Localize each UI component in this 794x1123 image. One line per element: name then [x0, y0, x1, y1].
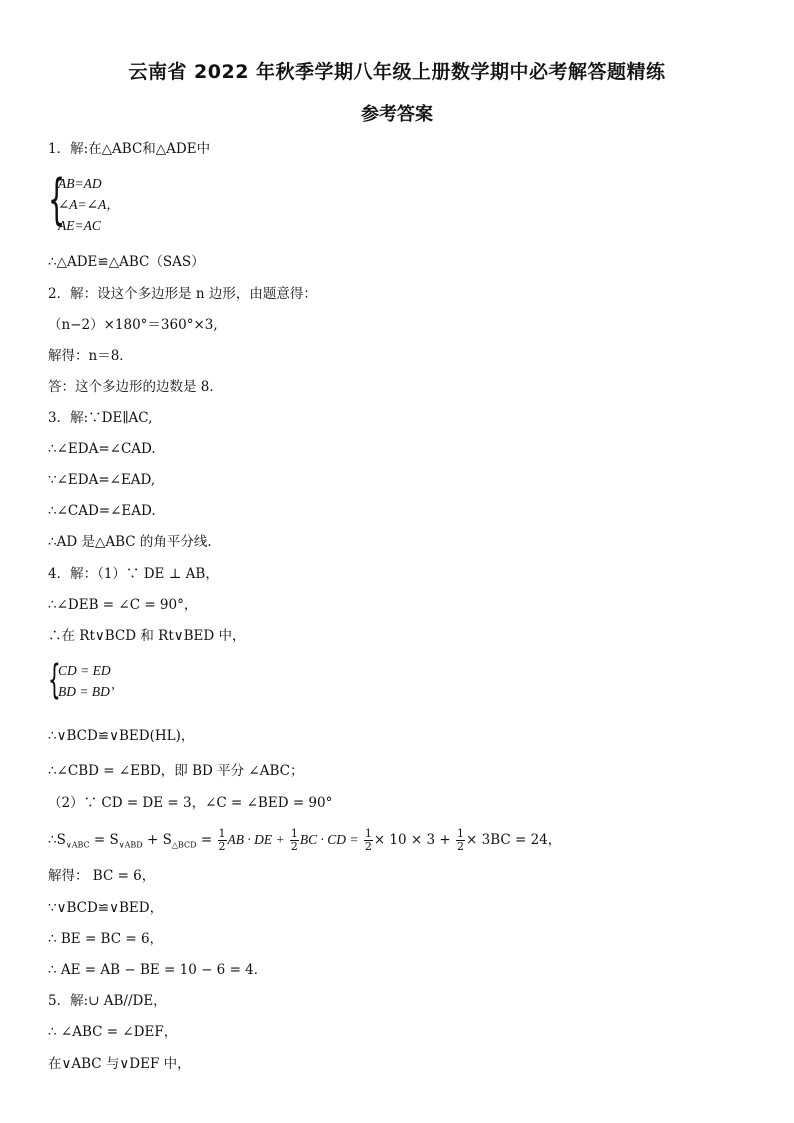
q1-system-eq-3: AE=AC	[58, 218, 101, 233]
q1-system-eq-1: AB=AD	[58, 176, 102, 191]
eq-text: AB · DE +	[227, 832, 285, 847]
q2-line-2: （n−2）×180°＝360°×3,	[48, 317, 218, 333]
q4-line-4: ∴∨BCD≌∨BED(HL)，	[48, 728, 195, 744]
eq-text: =	[196, 832, 213, 848]
q4-line-9: ∵∨BCD≌∨BED，	[48, 900, 164, 916]
q4-area-equation	[48, 825, 561, 861]
q5-line-1: 5．解:∪ AB//DE，	[48, 993, 167, 1009]
eq-text: × 10 × 3 +	[373, 832, 451, 848]
page-title: 云南省 2022 年秋季学期八年级上册数学期中必考解答题精练	[128, 61, 666, 83]
eq-subscript: ∨ABD	[118, 840, 143, 850]
q4-line-10: ∴ BE = BC = 6，	[48, 931, 164, 947]
q3-line-1: 3．解:∵DE∥AC,	[48, 410, 153, 426]
eq-text: ∴S	[48, 832, 66, 848]
fraction-half: $\frac{1}{2}$	[457, 827, 464, 853]
eq-text: BC · CD =	[299, 832, 359, 847]
eq-subscript: ∨ABC	[65, 840, 90, 850]
q4-line-3: ∴在 Rt∨BCD 和 Rt∨BED 中，	[48, 628, 246, 644]
q2-line-1: 2．解：设这个多边形是 n 边形，由题意得：	[48, 286, 317, 302]
q4-line-11: ∴ AE = AB − BE = 10 − 6 = 4．	[48, 962, 268, 978]
q3-line-2: ∴∠EDA=∠CAD.	[48, 441, 156, 457]
eq-text: = S	[89, 832, 119, 848]
system-brace: {	[48, 657, 61, 703]
eq-subscript: △BCD	[171, 840, 197, 850]
q4-line-6: （2）∵ CD = DE = 3，∠C = ∠BED = 90°	[48, 795, 333, 811]
q1-line-1: 1．解:在△ABC和△ADE中	[48, 141, 211, 157]
system-brace: {	[48, 168, 66, 231]
q3-line-5: ∴AD 是△ABC 的角平分线.	[48, 534, 212, 550]
q4-line-5: ∴∠CBD = ∠EBD，即 BD 平分 ∠ABC；	[48, 763, 304, 779]
q2-line-3: 解得：n＝8．	[48, 348, 133, 364]
eq-text: + S	[142, 832, 172, 848]
q4-system-eq-2: BD = BD’	[58, 684, 115, 699]
q4-line-2: ∴∠DEB = ∠C = 90°，	[48, 597, 198, 613]
eq-text: × 3BC = 24，	[466, 832, 562, 848]
q4-line-8: 解得： BC = 6，	[48, 868, 156, 884]
q4-system-eq-1: CD = ED	[58, 663, 111, 678]
q4-line-1: 4．解：（1）∵ DE ⊥ AB，	[48, 566, 219, 582]
q1-line-2: ∴△ADE≌△ABC（SAS）	[48, 254, 205, 270]
page-subtitle: 参考答案	[361, 104, 433, 125]
q2-line-4: 答：这个多边形的边数是 8．	[48, 379, 223, 395]
q5-line-2: ∴ ∠ABC = ∠DEF，	[48, 1024, 178, 1040]
fraction-half: $\frac{1}{2}$	[364, 827, 372, 853]
q5-line-3: 在∨ABC 与∨DEF 中，	[48, 1056, 191, 1072]
q3-line-3: ∵∠EDA=∠EAD,	[48, 472, 156, 488]
q3-line-4: ∴∠CAD=∠EAD.	[48, 503, 156, 519]
q1-system-eq-2: ∠A=∠A，	[58, 197, 120, 212]
fraction-half: $\frac{1}{2}$	[218, 827, 226, 853]
fraction-half: $\frac{1}{2}$	[290, 827, 298, 853]
